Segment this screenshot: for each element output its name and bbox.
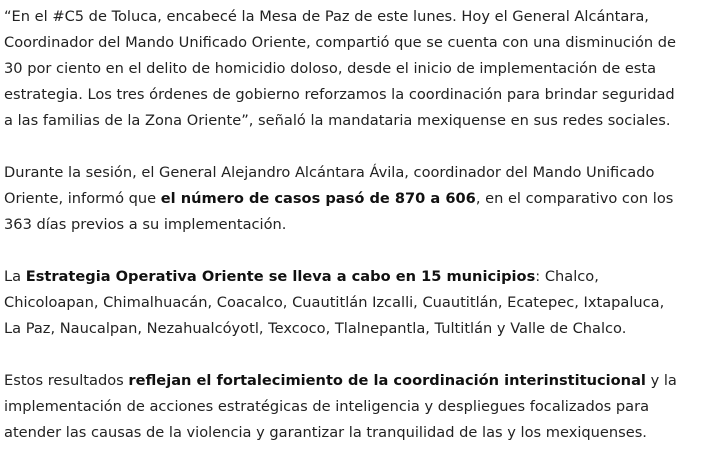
text-run: La: [4, 268, 26, 285]
text-line: “En el #C5 de Toluca, encabecé la Mesa de Paz de este lunes. Hoy el General Alcántara,: [4, 8, 649, 25]
text-run: Oriente, informó que: [4, 190, 161, 207]
text-line: implementación de acciones estratégicas de inteligencia y despliegues focalizados para: [4, 398, 650, 415]
text-run: , en el comparativo con los: [475, 190, 674, 207]
bold-highlight: Estrategia Operativa Oriente se lleva a cabo en 15 municipios: [25, 268, 536, 285]
text-run: : Chalco,: [535, 268, 599, 285]
paragraph-quote: [4, 4, 701, 134]
text-line: La Paz, Naucalpan, Nezahualcóyotl, Texcoco, Tlalnepantla, Tultitlán y Valle de Chalco.: [4, 320, 627, 337]
paragraph-results: [4, 368, 701, 446]
article-body: [0, 4, 705, 462]
bold-highlight: reflejan el fortalecimiento de la coordinación interinstitucional: [128, 372, 646, 389]
text-run: Estos resultados: [4, 372, 129, 389]
text-line: a las familias de la Zona Oriente”, señaló la mandataria mexiquense en sus redes sociales.: [4, 112, 671, 129]
text-line: 30 por ciento en el delito de homicidio doloso, desde el inicio de implementación de esta: [4, 60, 657, 77]
text-line: atender las causas de la violencia y garantizar la tranquilidad de las y los mexiquenses.: [4, 424, 647, 441]
text-line: [4, 264, 701, 290]
text-line: Coordinador del Mando Unificado Oriente, compartió que se cuenta con una disminución de: [4, 34, 677, 51]
paragraph-municipalities: [4, 264, 701, 342]
text-line: estrategia. Los tres órdenes de gobierno reforzamos la coordinación para brindar seguridad: [4, 86, 675, 103]
text-line: [4, 368, 701, 394]
text-line: 363 días previos a su implementación.: [4, 216, 287, 233]
paragraph-session: [4, 160, 701, 238]
text-line: Durante la sesión, el General Alejandro Alcántara Ávila, coordinador del Mando Unificado: [4, 164, 655, 181]
text-run: y la: [645, 372, 677, 389]
text-line: [4, 186, 701, 212]
bold-highlight: el número de casos pasó de 870 a 606: [160, 190, 476, 207]
text-line: Chicoloapan, Chimalhuacán, Coacalco, Cuautitlán Izcalli, Cuautitlán, Ecatepec, Ixtapaluca,: [4, 294, 665, 311]
